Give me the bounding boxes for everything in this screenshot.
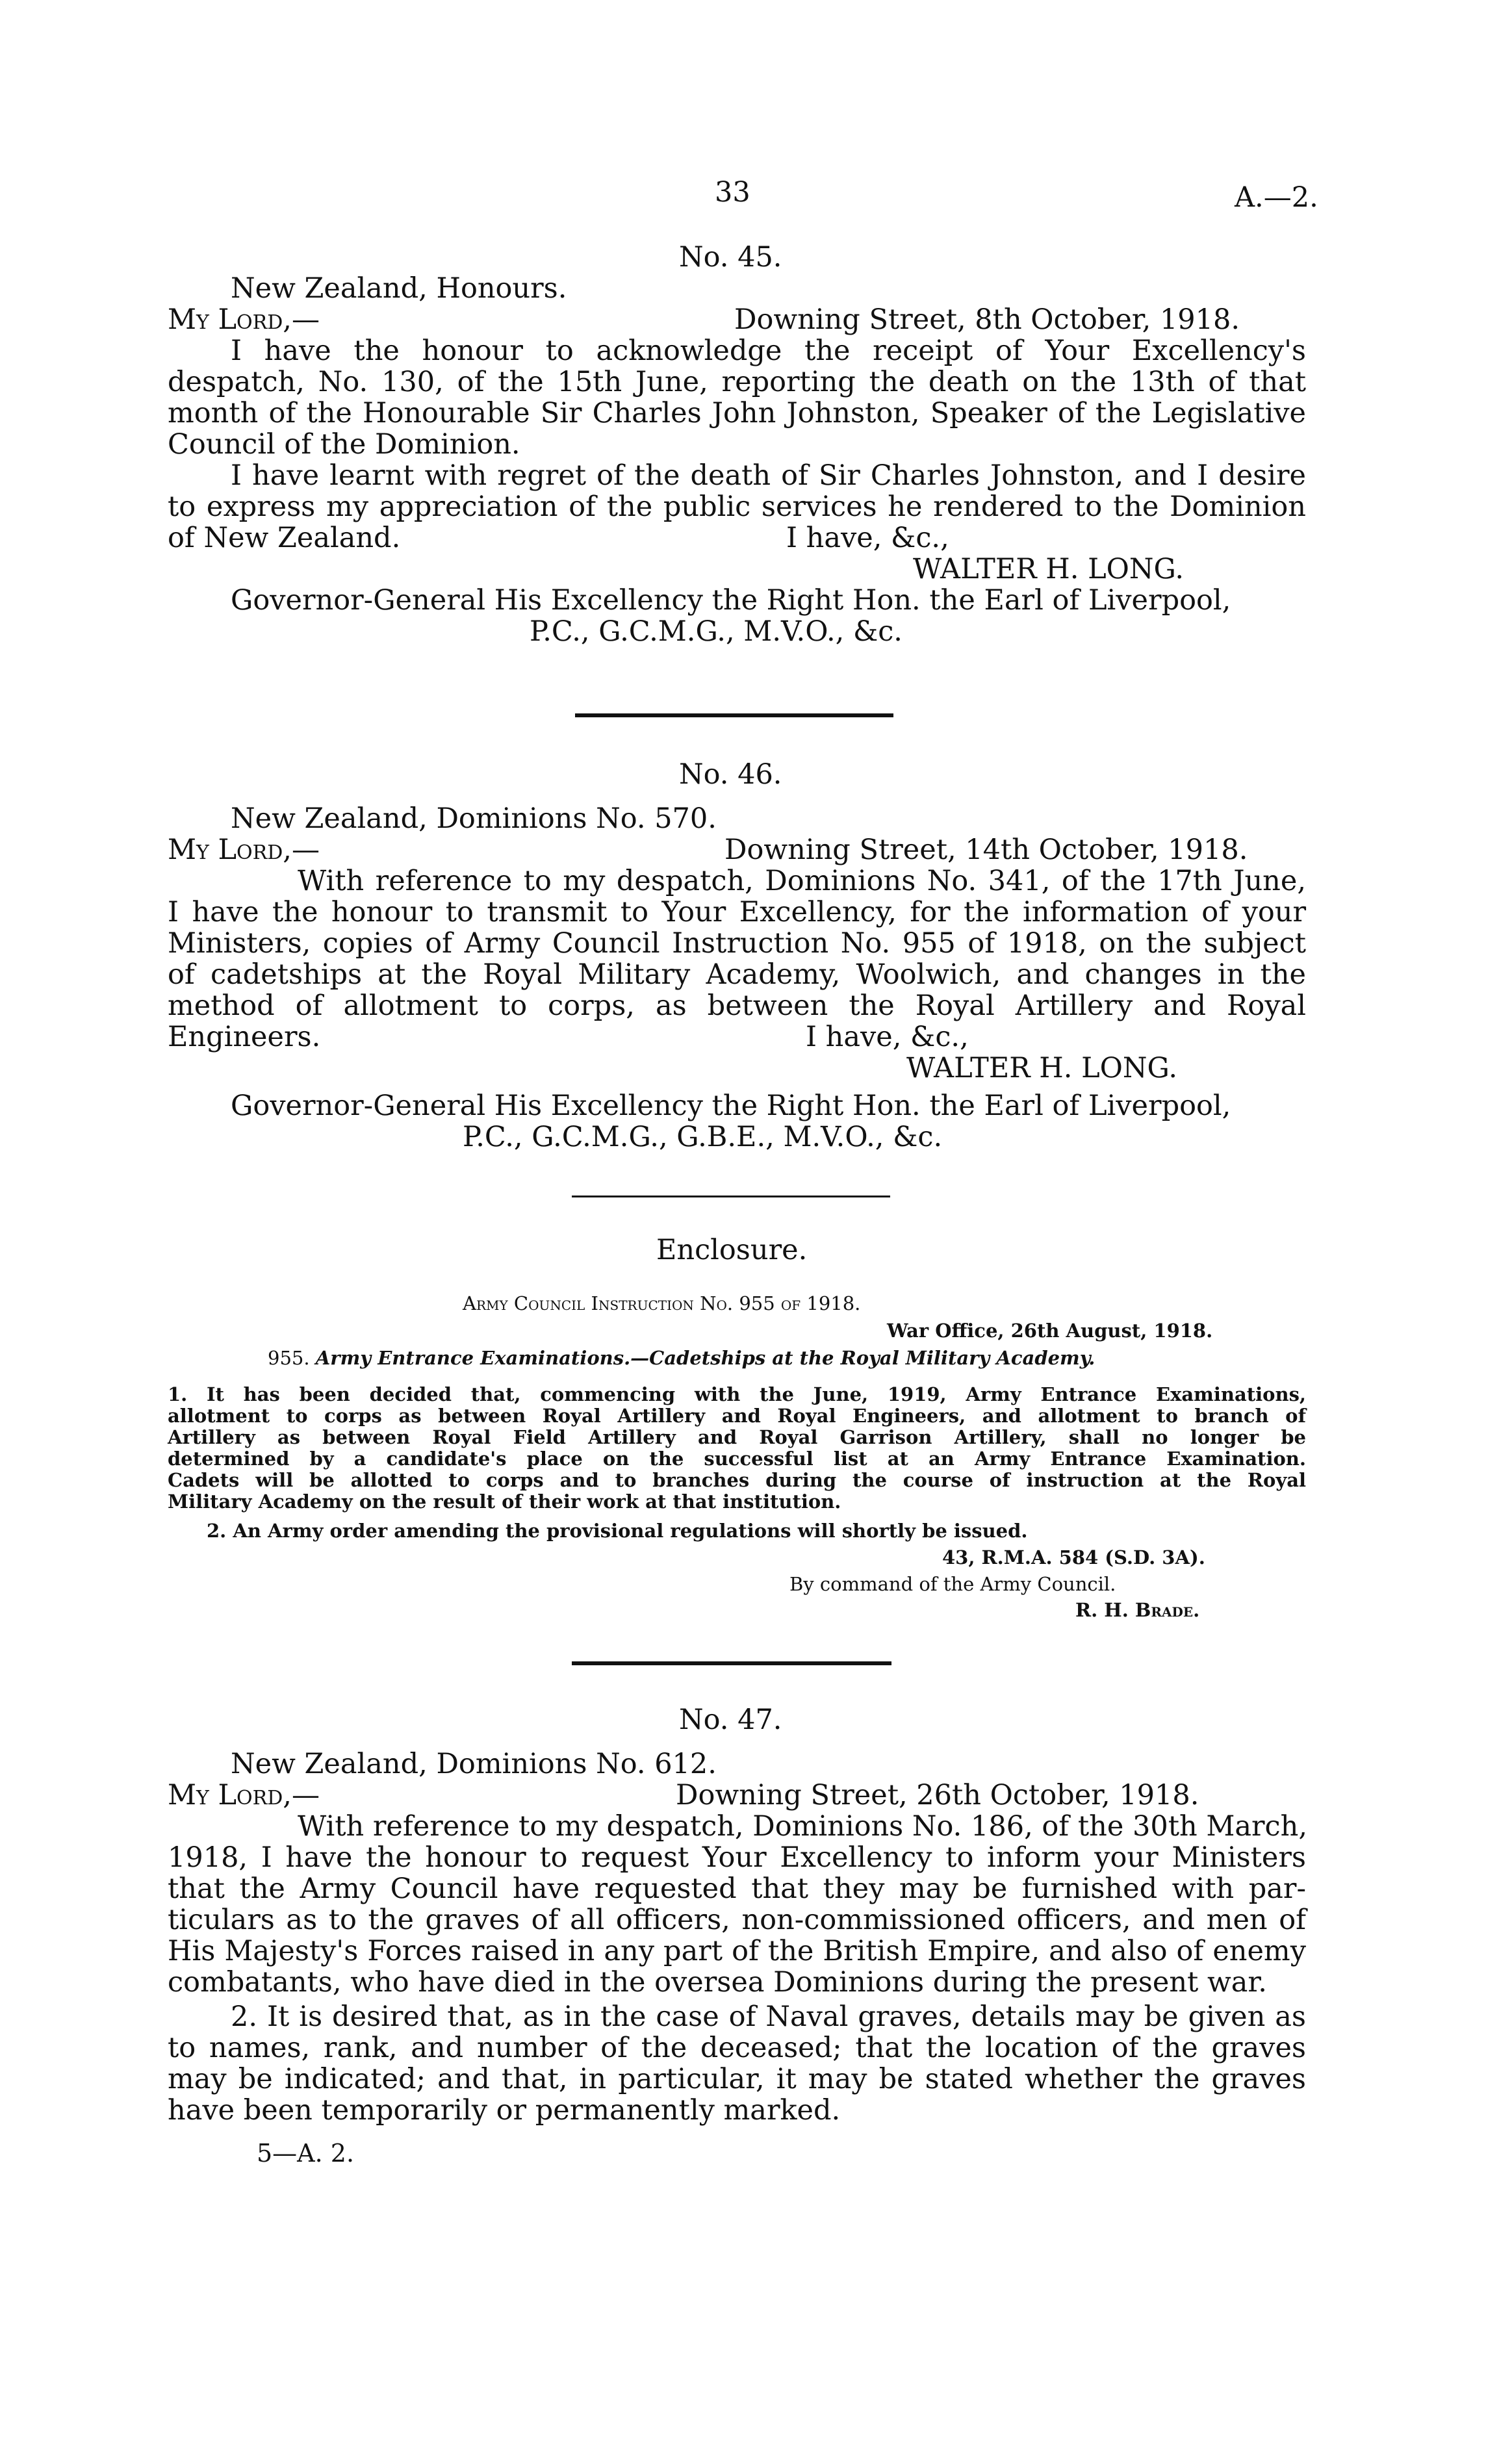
item-number: 955. bbox=[268, 1347, 310, 1369]
paragraph-line: With reference to my despatch, Dominions No. 186, of the 30th March, bbox=[298, 1810, 1308, 1843]
letter-number: No. 47. bbox=[679, 1704, 782, 1736]
letter-place-date: Downing Street, 8th October, 1918. bbox=[734, 303, 1240, 336]
enclosure-line: allotment to corps as between Royal Artillery and Royal Engineers, and allotment to branch of bbox=[168, 1405, 1306, 1427]
enclosure-line: Artillery as between Royal Field Artillery and Royal Garrison Artillery, shall no longer be bbox=[168, 1426, 1306, 1448]
office-date: War Office, 26th August, 1918. bbox=[887, 1320, 1213, 1342]
paragraph-line: Engineers. bbox=[168, 1021, 321, 1053]
signature-mark: 5—A. 2. bbox=[257, 2139, 355, 2168]
letter-subject: New Zealand, Dominions No. 612. bbox=[231, 1748, 717, 1780]
letter-signature: WALTER H. LONG. bbox=[906, 1052, 1178, 1084]
paragraph-line: I have learnt with regret of the death of Sir Charles Johnston, and I desire bbox=[231, 459, 1306, 492]
letter-salutation: My Lord,— bbox=[168, 834, 320, 866]
paragraph-line: ticulars as to the graves of all officers, non-commissioned officers, and men of bbox=[168, 1904, 1306, 1936]
letter-number: No. 45. bbox=[679, 241, 782, 274]
letter-place-date: Downing Street, 26th October, 1918. bbox=[676, 1779, 1199, 1811]
letter-closing: I have, &c., bbox=[786, 522, 949, 554]
paragraph-line: method of allotment to corps, as between the Royal Artillery and Royal bbox=[168, 990, 1306, 1022]
section-divider bbox=[575, 713, 893, 717]
letter-signature: WALTER H. LONG. bbox=[913, 553, 1185, 585]
page-number: 33 bbox=[715, 176, 750, 209]
enclosure-line: 1. It has been decided that, commencing with the June, 1919, Army Entrance Examinations, bbox=[168, 1383, 1306, 1405]
letter-addressee: Governor-General His Excellency the Right Hon. the Earl of Liverpool, bbox=[231, 584, 1231, 617]
paragraph-line: Council of the Dominion. bbox=[168, 428, 520, 461]
enclosure-line: Military Academy on the result of their work at that institution. bbox=[168, 1490, 841, 1513]
paragraph-line: of cadetships at the Royal Military Academy, Woolwich, and changes in the bbox=[168, 958, 1306, 991]
paragraph-line: to names, rank, and number of the deceased; that the location of the graves bbox=[168, 2032, 1306, 2064]
enclosure-signatory: R. H. Brade. bbox=[1075, 1599, 1200, 1621]
paragraph-line: have been temporarily or permanently marked. bbox=[168, 2094, 841, 2127]
enclosure-line: Cadets will be allotted to corps and to branches during the course of instruction at the Royal bbox=[168, 1469, 1306, 1491]
instruction-title: Army Council Instruction No. 955 of 1918. bbox=[463, 1292, 861, 1314]
paragraph-line: His Majesty's Forces raised in any part of the British Empire, and also of enemy bbox=[168, 1935, 1306, 1967]
letter-closing: I have, &c., bbox=[806, 1021, 969, 1053]
paragraph-line: may be indicated; and that, in particular, it may be stated whether the graves bbox=[168, 2063, 1306, 2095]
paragraph-line: I have the honour to acknowledge the receipt of Your Excellency's bbox=[231, 335, 1306, 367]
section-divider bbox=[572, 1196, 890, 1197]
paragraph-line: combatants, who have died in the oversea Dominions during the present war. bbox=[168, 1966, 1267, 1999]
command-line: By command of the Army Council. bbox=[789, 1573, 1116, 1595]
paragraph-line: 1918, I have the honour to request Your Excellency to inform your Ministers bbox=[168, 1841, 1306, 1874]
letter-number: No. 46. bbox=[679, 758, 782, 791]
letter-addressee-titles: P.C., G.C.M.G., M.V.O., &c. bbox=[530, 615, 903, 648]
paragraph-line: Ministers, copies of Army Council Instruction No. 955 of 1918, on the subject bbox=[168, 927, 1306, 960]
item-title-text: Army Entrance Examinations.—Cadetships at the Royal Military Academy. bbox=[315, 1347, 1096, 1369]
enclosure-line: determined by a candidate's place on the successful list at an Army Entrance Examination. bbox=[168, 1448, 1306, 1470]
enclosure-heading: Enclosure. bbox=[656, 1234, 808, 1266]
letter-salutation: My Lord,— bbox=[168, 303, 320, 336]
paragraph-line: to express my appreciation of the public services he rendered to the Dominion bbox=[168, 491, 1306, 523]
letter-place-date: Downing Street, 14th October, 1918. bbox=[724, 834, 1248, 866]
letter-subject: New Zealand, Honours. bbox=[231, 272, 567, 305]
letter-addressee-titles: P.C., G.C.M.G., G.B.E., M.V.O., &c. bbox=[463, 1121, 943, 1153]
paragraph-line: that the Army Council have requested that they may be furnished with par- bbox=[168, 1873, 1306, 1905]
letter-salutation: My Lord,— bbox=[168, 1779, 320, 1811]
item-title bbox=[268, 1348, 1095, 1369]
letter-addressee: Governor-General His Excellency the Right Hon. the Earl of Liverpool, bbox=[231, 1090, 1231, 1122]
paragraph-line: month of the Honourable Sir Charles John Johnston, Speaker of the Legislative bbox=[168, 397, 1306, 429]
document-reference: A.—2. bbox=[1235, 181, 1318, 214]
paragraph-line: despatch, No. 130, of the 15th June, reporting the death on the 13th of that bbox=[168, 366, 1306, 398]
paragraph-line: of New Zealand. bbox=[168, 522, 401, 554]
enclosure-line: 2. An Army order amending the provisional regulations will shortly be issued. bbox=[207, 1520, 1028, 1542]
paragraph-line: I have the honour to transmit to Your Excellency, for the information of your bbox=[168, 896, 1306, 928]
section-divider bbox=[572, 1661, 891, 1665]
paragraph-line: With reference to my despatch, Dominions No. 341, of the 17th June, bbox=[298, 865, 1306, 897]
instruction-reference: 43, R.M.A. 584 (S.D. 3A). bbox=[942, 1546, 1205, 1568]
paragraph-line: 2. It is desired that, as in the case of Naval graves, details may be given as bbox=[231, 2001, 1306, 2033]
letter-subject: New Zealand, Dominions No. 570. bbox=[231, 802, 717, 835]
